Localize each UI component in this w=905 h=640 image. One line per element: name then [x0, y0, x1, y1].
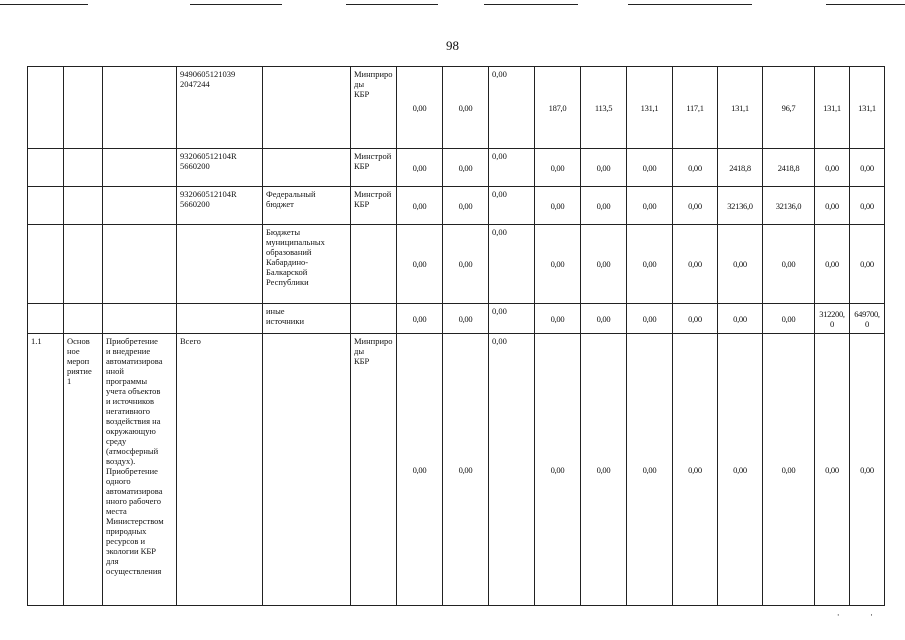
cell-value-3: 0,00 — [489, 225, 535, 304]
cell-value-1: 0,00 — [397, 187, 443, 225]
page-number: 98 — [446, 38, 459, 53]
cell-value-5: 0,00 — [581, 187, 627, 225]
cell-value-9: 0,00 — [763, 225, 815, 304]
cell-code: 9490605121039 2047244 — [177, 67, 263, 149]
cell-num — [28, 149, 64, 187]
cell-code: Всего — [177, 334, 263, 606]
cell-value-9: 96,7 — [763, 67, 815, 149]
cell-value-1: 0,00 — [397, 149, 443, 187]
cell-value-2: 0,00 — [443, 149, 489, 187]
cell-value-9: 0,00 — [763, 334, 815, 606]
cell-value-4: 0,00 — [535, 304, 581, 334]
table-row — [28, 304, 885, 334]
cell-name — [103, 304, 177, 334]
cell-value-10: 0,00 — [815, 225, 850, 304]
cell-value-10: 0,00 — [815, 187, 850, 225]
cell-source — [263, 67, 351, 149]
cell-value-2: 0,00 — [443, 225, 489, 304]
cell-num — [28, 187, 64, 225]
cell-value-10: 0,00 — [815, 334, 850, 606]
header-rule — [826, 4, 905, 5]
cell-source: иные источники — [263, 304, 351, 334]
cell-source — [263, 334, 351, 606]
cell-value-6: 0,00 — [627, 334, 673, 606]
cell-value-4: 0,00 — [535, 225, 581, 304]
cell-value-8: 2418,8 — [718, 149, 763, 187]
cell-value-8: 0,00 — [718, 225, 763, 304]
cell-source — [263, 149, 351, 187]
cell-num: 1.1 — [28, 334, 64, 606]
cell-value-5: 0,00 — [581, 225, 627, 304]
cell-value-2: 0,00 — [443, 304, 489, 334]
cell-value-10: 0,00 — [815, 149, 850, 187]
cell-value-5: 0,00 — [581, 149, 627, 187]
cell-value-6: 131,1 — [627, 67, 673, 149]
table-row — [28, 334, 885, 606]
cell-code: 932060512104R 5660200 — [177, 149, 263, 187]
cell-num — [28, 67, 64, 149]
cell-value-7: 0,00 — [673, 187, 718, 225]
cell-value-6: 0,00 — [627, 187, 673, 225]
cell-name — [103, 187, 177, 225]
header-rule — [0, 4, 88, 5]
cell-num — [28, 225, 64, 304]
cell-name — [103, 225, 177, 304]
cell-executor: Минстрой КБР — [351, 187, 397, 225]
cell-executor: Минприроды КБР — [351, 67, 397, 149]
cell-value-3: 0,00 — [489, 304, 535, 334]
cell-value-7: 0,00 — [673, 334, 718, 606]
budget-table — [27, 66, 885, 606]
cell-value-7: 0,00 — [673, 304, 718, 334]
cell-value-7: 0,00 — [673, 149, 718, 187]
cell-num — [28, 304, 64, 334]
cell-value-6: 0,00 — [627, 149, 673, 187]
cell-value-8: 0,00 — [718, 334, 763, 606]
cell-value-3: 0,00 — [489, 187, 535, 225]
cell-value-5: 113,5 — [581, 67, 627, 149]
cell-status — [64, 304, 103, 334]
cell-value-11: 0,00 — [850, 149, 885, 187]
header-rule — [346, 4, 438, 5]
cell-status — [64, 187, 103, 225]
cell-value-10: 131,1 — [815, 67, 850, 149]
cell-source: Федеральный бюджет — [263, 187, 351, 225]
header-rule — [628, 4, 752, 5]
cell-value-1: 0,00 — [397, 67, 443, 149]
cell-value-9: 2418,8 — [763, 149, 815, 187]
cell-value-7: 0,00 — [673, 225, 718, 304]
cell-value-5: 0,00 — [581, 304, 627, 334]
cell-value-4: 0,00 — [535, 149, 581, 187]
cell-value-11: 0,00 — [850, 334, 885, 606]
cell-value-4: 0,00 — [535, 334, 581, 606]
cell-value-9: 0,00 — [763, 304, 815, 334]
cell-value-9: 32136,0 — [763, 187, 815, 225]
cell-code: 932060512104R 5660200 — [177, 187, 263, 225]
cell-source: Бюджеты муниципальных образований Кабардино- Балкарской Республики — [263, 225, 351, 304]
cell-executor — [351, 304, 397, 334]
cell-value-7: 117,1 — [673, 67, 718, 149]
cell-value-11: 649700,0 — [850, 304, 885, 334]
corner-mark: · · — [836, 610, 887, 620]
header-rule — [484, 4, 578, 5]
cell-executor: Минстрой КБР — [351, 149, 397, 187]
cell-value-2: 0,00 — [443, 67, 489, 149]
table-row — [28, 187, 885, 225]
cell-value-8: 0,00 — [718, 304, 763, 334]
cell-value-3: 0,00 — [489, 67, 535, 149]
cell-value-4: 0,00 — [535, 187, 581, 225]
cell-name: Приобретение и внедрение автоматизирова нной программы учета объектов и источников негативного воздействия на окружающую среду (атмосферный воздух). Приобретение одного автоматизирова нного рабочего места Министерством природных ресурсов и экологии КБР для осуществления — [103, 334, 177, 606]
cell-value-2: 0,00 — [443, 187, 489, 225]
cell-executor: Минприроды КБР — [351, 334, 397, 606]
cell-value-1: 0,00 — [397, 334, 443, 606]
cell-status — [64, 67, 103, 149]
cell-value-8: 131,1 — [718, 67, 763, 149]
cell-name — [103, 149, 177, 187]
cell-value-3: 0,00 — [489, 149, 535, 187]
cell-code — [177, 225, 263, 304]
header-rule — [190, 4, 282, 5]
cell-value-3: 0,00 — [489, 334, 535, 606]
table-row — [28, 225, 885, 304]
cell-status: Основ ное мероп риятие 1 — [64, 334, 103, 606]
cell-value-4: 187,0 — [535, 67, 581, 149]
cell-value-11: 131,1 — [850, 67, 885, 149]
table-row — [28, 67, 885, 149]
cell-value-1: 0,00 — [397, 304, 443, 334]
cell-value-11: 0,00 — [850, 225, 885, 304]
cell-value-6: 0,00 — [627, 304, 673, 334]
cell-name — [103, 67, 177, 149]
cell-executor — [351, 225, 397, 304]
cell-value-8: 32136,0 — [718, 187, 763, 225]
cell-value-1: 0,00 — [397, 225, 443, 304]
cell-value-2: 0,00 — [443, 334, 489, 606]
cell-status — [64, 225, 103, 304]
cell-value-10: 312200,0 — [815, 304, 850, 334]
cell-value-5: 0,00 — [581, 334, 627, 606]
cell-status — [64, 149, 103, 187]
cell-value-6: 0,00 — [627, 225, 673, 304]
table-row — [28, 149, 885, 187]
cell-code — [177, 304, 263, 334]
cell-value-11: 0,00 — [850, 187, 885, 225]
